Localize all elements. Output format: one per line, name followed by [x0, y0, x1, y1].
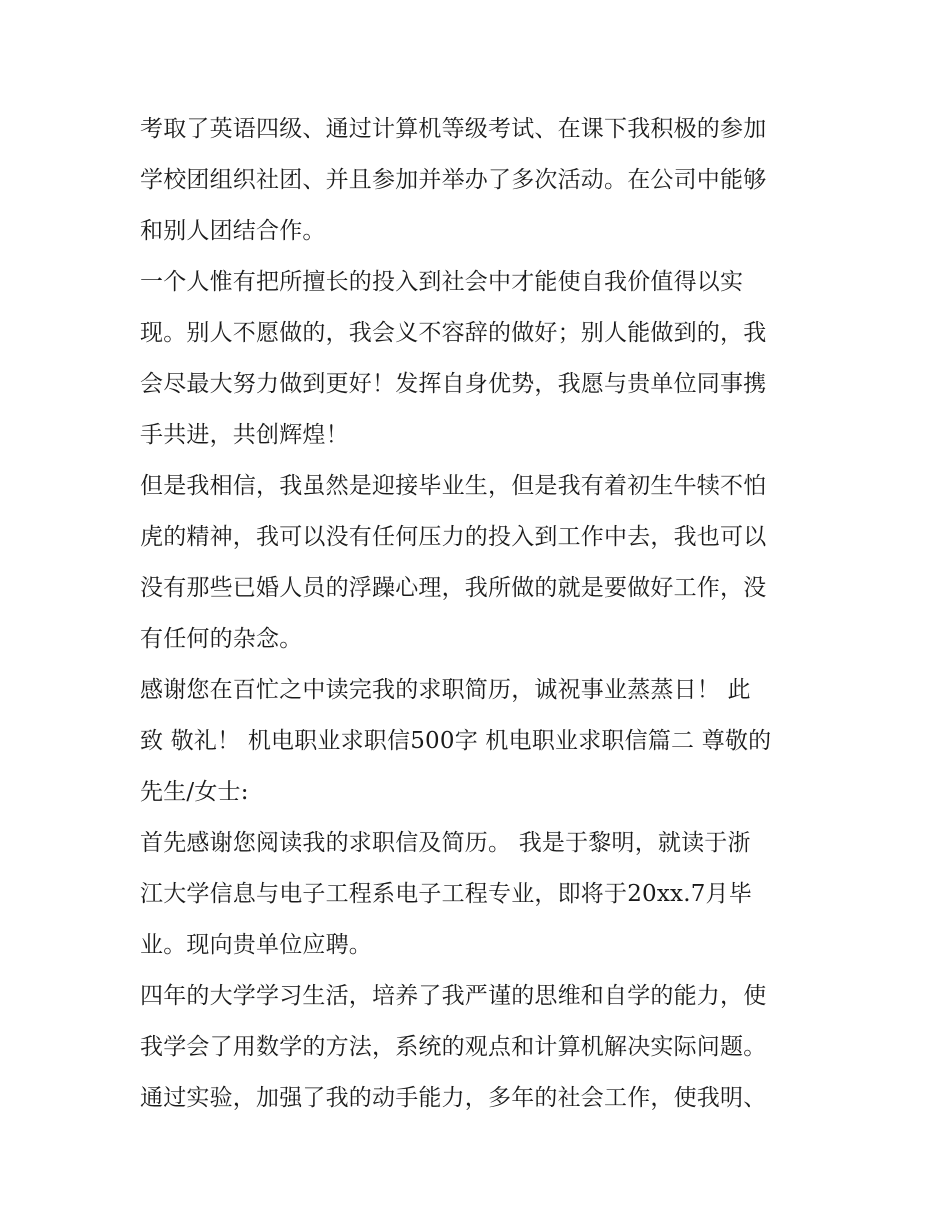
text-line: 首先感谢您阅读我的求职信及简历。 我是于黎明，就读于浙 — [140, 830, 751, 856]
text-line: 我学会了用数学的方法，系统的观点和计算机解决实际问题。 — [140, 1034, 767, 1060]
text-line: 但是我相信，我虽然是迎接毕业生，但是我有着初生牛犊不怕 — [140, 473, 767, 499]
paragraph-introduction — [140, 818, 815, 971]
text-line: 江大学信息与电子工程系电子工程专业，即将于20xx.7月毕 — [140, 881, 752, 907]
text-line: 没有那些已婚人员的浮躁心理，我所做的就是要做好工作，没 — [140, 575, 767, 601]
text-line: 考取了英语四级、通过计算机等级考试、在课下我积极的参加 — [140, 116, 767, 142]
paragraph-attitude — [140, 461, 815, 665]
text-line: 四年的大学学习生活，培养了我严谨的思维和自学的能力，使 — [140, 983, 767, 1009]
text-line: 和别人团结合作。 — [140, 218, 326, 244]
text-line: 通过实验，加强了我的动手能力，多年的社会工作，使我明、 — [140, 1085, 767, 1111]
text-line: 感谢您在百忙之中读完我的求职简历，诚祝事业蒸蒸日！ 此 — [140, 677, 751, 703]
text-line: 虎的精神，我可以没有任何压力的投入到工作中去，我也可以 — [140, 524, 767, 550]
paragraph-closing-and-heading — [140, 665, 815, 818]
text-line: 手共进，共创辉煌！ — [140, 422, 349, 448]
paragraph-university-life — [140, 971, 815, 1124]
text-line: 业。现向贵单位应聘。 — [140, 932, 372, 958]
text-line: 有任何的杂念。 — [140, 626, 303, 652]
text-line: 会尽最大努力做到更好！发挥自身优势，我愿与贵单位同事携 — [140, 371, 767, 397]
text-line: 致 敬礼！ 机电职业求职信500字 机电职业求职信篇二 尊敬的 — [140, 728, 772, 754]
document-body — [140, 104, 815, 1124]
paragraph-skills — [140, 104, 815, 257]
text-line: 先生/女士: — [140, 779, 249, 805]
text-line: 现。别人不愿做的，我会义不容辞的做好；别人能做到的，我 — [140, 320, 767, 346]
text-line: 一个人惟有把所擅长的投入到社会中才能使自我价值得以实 — [140, 269, 744, 295]
paragraph-self-value — [140, 257, 815, 461]
text-line: 学校团组织社团、并且参加并举办了多次活动。在公司中能够 — [140, 167, 767, 193]
